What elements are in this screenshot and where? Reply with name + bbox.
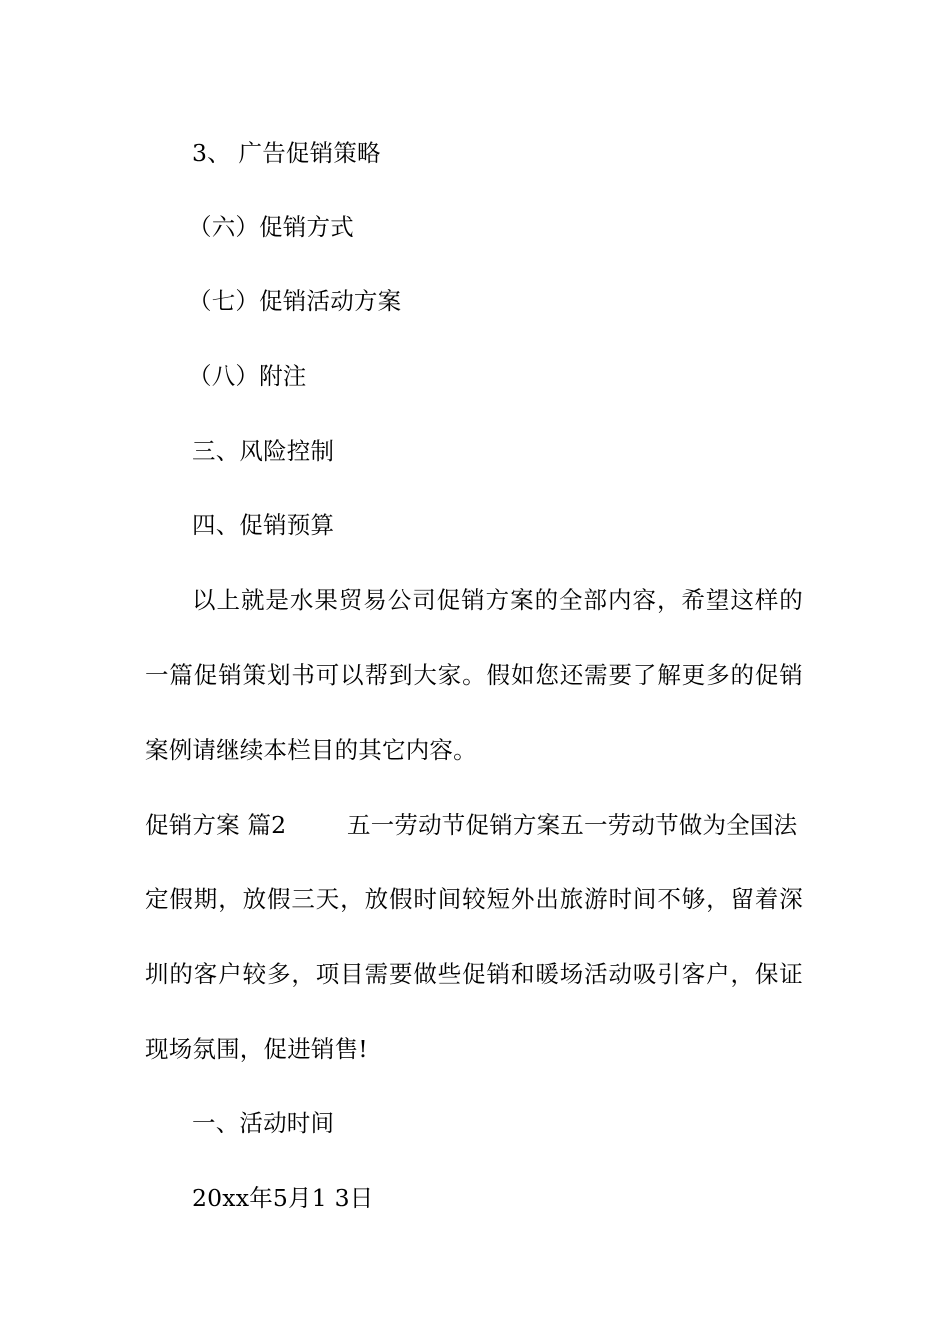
paragraph-line: 圳的客户较多，项目需要做些促销和暖场活动吸引客户，保证 <box>145 960 803 988</box>
list-item-promotion-methods: （六）促销方式 <box>188 213 354 241</box>
list-item-notes: （八）附注 <box>188 362 307 390</box>
paragraph-line: 案例请继续本栏目的其它内容。 <box>145 736 477 764</box>
paragraph-line: 定假期，放假三天，放假时间较短外出旅游时间不够，留着深 <box>145 885 803 913</box>
activity-date: 20xx年5月1 3日 <box>192 1184 374 1212</box>
heading-text: 五一劳动节促销方案五一劳动节做为全国法 <box>347 811 798 839</box>
section-heading-line <box>145 810 805 840</box>
list-item-promotion-plan: （七）促销活动方案 <box>188 287 402 315</box>
section-budget: 四、促销预算 <box>192 511 335 539</box>
list-item-advertising-strategy: 3、 广告促销策略 <box>192 139 381 167</box>
heading-label: 促销方案 篇2 <box>145 811 287 839</box>
section-activity-time: 一、活动时间 <box>192 1109 335 1137</box>
paragraph-line: 现场氛围，促进销售! <box>145 1035 368 1063</box>
paragraph-line: 以上就是水果贸易公司促销方案的全部内容，希望这样的 <box>192 586 803 614</box>
section-risk-control: 三、风险控制 <box>192 437 335 465</box>
paragraph-line: 一篇促销策划书可以帮到大家。假如您还需要了解更多的促销 <box>145 661 803 689</box>
